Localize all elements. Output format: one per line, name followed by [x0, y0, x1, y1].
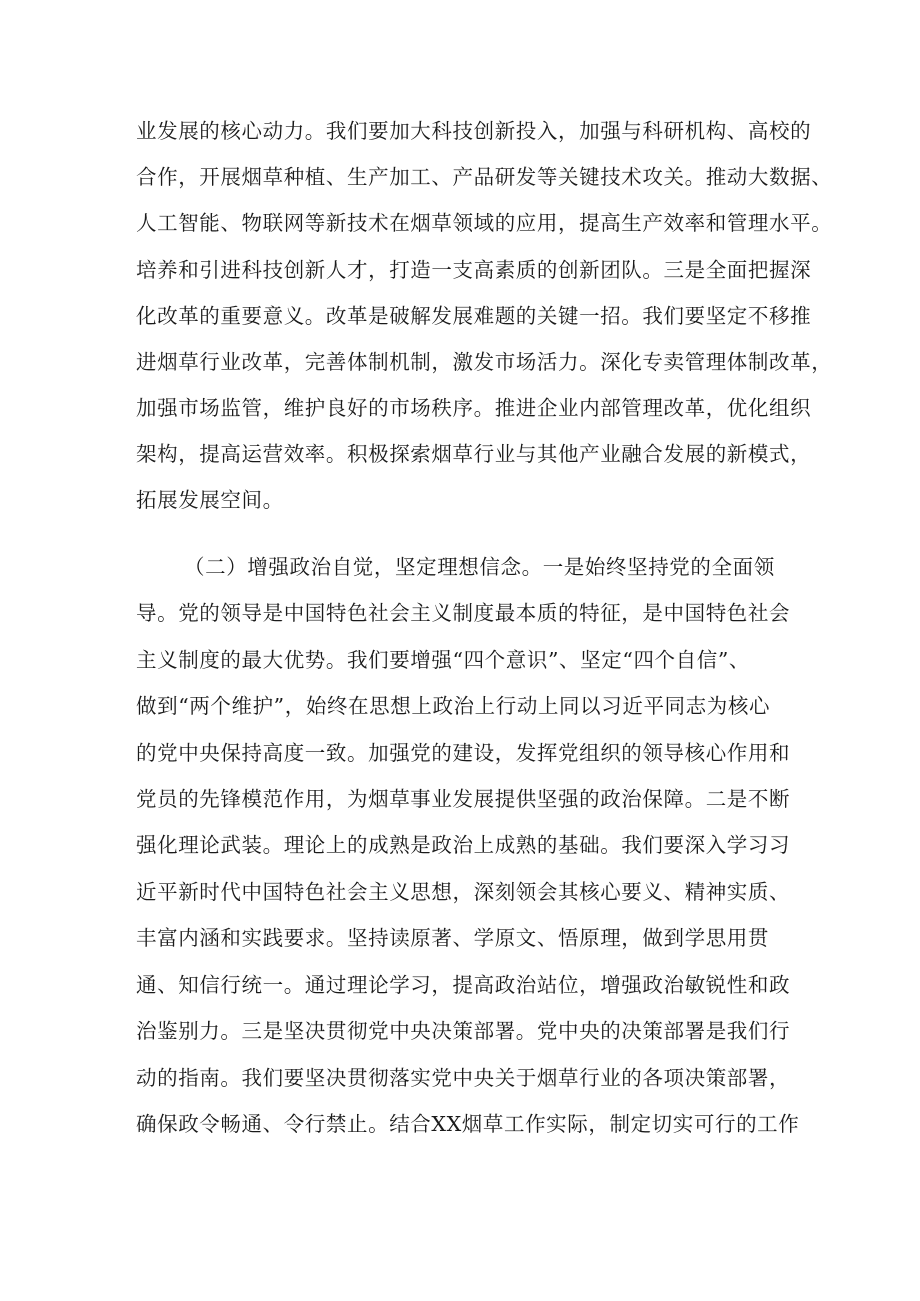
text-line: 合作，开展烟草种植、生产加工、产品研发等关键技术攻关。推动大数据、 — [136, 165, 833, 189]
text-line: 通、知信行统一。通过理论学习，提高政治站位，增强政治敏锐性和政 — [136, 973, 791, 997]
text-line: 的党中央保持高度一致。加强党的建设，发挥党组织的领导核心作用和 — [136, 741, 791, 765]
text-line: 化改革的重要意义。改革是破解发展难题的关键一招。我们要坚定不移推 — [136, 304, 812, 328]
text-line: 进烟草行业改革，完善体制机制，激发市场活力。深化专卖管理体制改革， — [136, 350, 833, 374]
text-line: 业发展的核心动力。我们要加大科技创新投入，加强与科研机构、高校的 — [136, 119, 812, 143]
text-line: 动的指南。我们要坚决贯彻落实党中央关于烟草行业的各项决策部署， — [136, 1066, 791, 1090]
text-line: 治鉴别力。三是坚决贯彻党中央决策部署。党中央的决策部署是我们行 — [136, 1019, 791, 1043]
section-heading-line: （二）增强政治自觉，坚定理想信念。一是始终坚持党的全面领 — [184, 555, 775, 579]
text-line: 强化理论武装。理论上的成熟是政治上成熟的基础。我们要深入学习习 — [136, 833, 791, 857]
text-line: 确保政令畅通、令行禁止。结合XX烟草工作实际，制定切实可行的工作 — [136, 1112, 800, 1136]
text-line: 加强市场监管，维护良好的市场秩序。推进企业内部管理改革，优化组织 — [136, 396, 812, 420]
text-line: 导。党的领导是中国特色社会主义制度最本质的特征，是中国特色社会 — [136, 601, 791, 625]
text-line: 培养和引进科技创新人才，打造一支高素质的创新团队。三是全面把握深 — [136, 258, 812, 282]
text-line: 架构，提高运营效率。积极探索烟草行业与其他产业融合发展的新模式， — [136, 442, 812, 466]
text-line: 丰富内涵和实践要求。坚持读原著、学原文、悟原理，做到学思用贯 — [136, 926, 769, 950]
text-line: 党员的先锋模范作用，为烟草事业发展提供坚强的政治保障。二是不断 — [136, 787, 791, 811]
text-line: 近平新时代中国特色社会主义思想，深刻领会其核心要义、精神实质、 — [136, 880, 791, 904]
text-line: 拓展发展空间。 — [136, 488, 284, 512]
text-line: 主义制度的最大优势。我们要增强“四个意识”、坚定“四个自信”、 — [136, 648, 751, 672]
text-line: 人工智能、物联网等新技术在烟草领域的应用，提高生产效率和管理水平。 — [136, 211, 833, 235]
text-line: 做到“两个维护”，始终在思想上政治上行动上同以习近平同志为核心 — [136, 694, 771, 718]
